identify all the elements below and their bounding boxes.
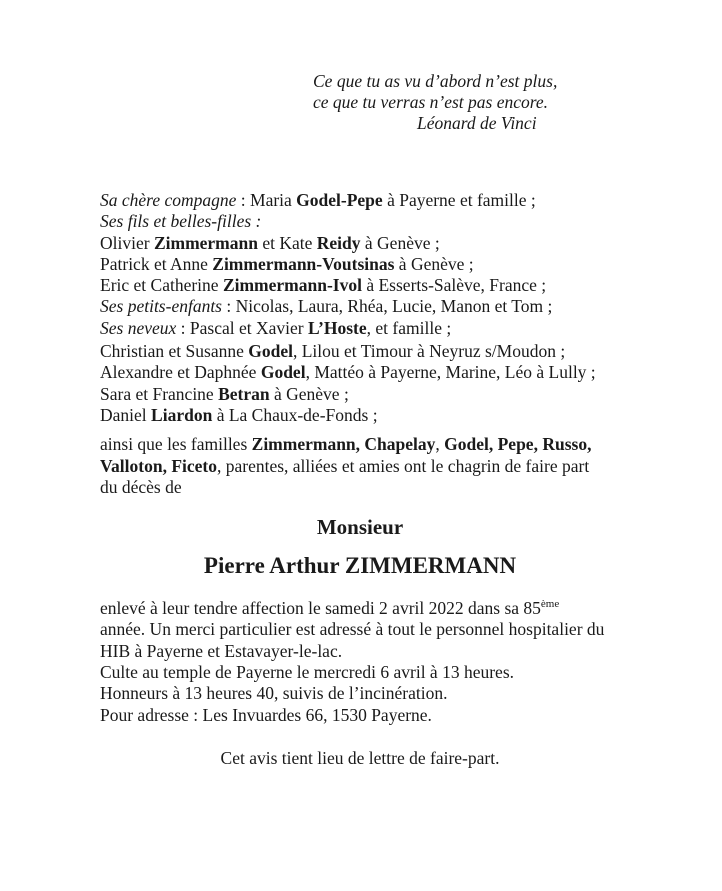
text-line xyxy=(100,254,620,275)
text-line xyxy=(100,341,620,362)
text-line xyxy=(100,619,620,640)
text-run: à Genève ; xyxy=(394,253,474,274)
text-run: année. Un merci particulier est adressé à tout le personnel hospitalier du xyxy=(100,619,605,640)
text-run: à Payerne et famille ; xyxy=(382,190,536,210)
text-line xyxy=(100,233,620,254)
text-run: , et famille ; xyxy=(366,317,452,338)
text-run: ainsi que les familles xyxy=(100,434,252,455)
text-run: Zimmermann, Chapelay xyxy=(251,434,436,455)
text-run: Zimmermann-Voutsinas xyxy=(212,253,395,274)
paragraph-extended-family xyxy=(100,341,620,426)
text-run: Olivier xyxy=(100,232,154,253)
text-run: Ses fils et belles-filles : xyxy=(100,211,262,232)
paragraph-families-announcement xyxy=(100,434,620,498)
text-run: Alexandre et Daphnée xyxy=(100,362,261,383)
text-run: , Mattéo à Payerne, Marine, Léo à Lully ; xyxy=(305,362,596,383)
epigraph-attribution: Léonard de Vinci xyxy=(417,112,537,133)
text-run: à Genève ; xyxy=(360,232,440,253)
epigraph-quote xyxy=(313,71,557,133)
text-line xyxy=(100,477,620,498)
text-line xyxy=(100,275,620,296)
closing-notice: Cet avis tient lieu de lettre de faire-part. xyxy=(220,747,500,768)
epigraph-line-1: Ce que tu as vu d’abord n’est plus, xyxy=(313,71,558,91)
text-run: Zimmermann-Ivol xyxy=(222,275,362,296)
text-run: Valloton, Ficeto xyxy=(100,455,217,476)
text-run: Sara et Francine xyxy=(100,383,219,404)
text-line xyxy=(100,705,620,726)
paragraph-close-relatives xyxy=(100,190,620,339)
text-line xyxy=(100,384,620,405)
text-run: et Kate xyxy=(257,232,317,253)
text-line xyxy=(100,405,620,426)
text-run: ème xyxy=(540,598,560,611)
text-run: Daniel xyxy=(100,404,152,425)
text-run: à Genève ; xyxy=(269,383,349,404)
text-run: Liardon xyxy=(151,404,213,425)
text-run: Sa chère compagne xyxy=(100,190,237,210)
text-run: : Pascal et Xavier xyxy=(176,317,308,338)
text-line xyxy=(100,362,620,383)
text-run: Godel, Pepe, Russo, xyxy=(444,434,592,455)
text-line xyxy=(100,662,620,683)
text-line xyxy=(100,318,620,339)
obituary-content xyxy=(100,190,620,769)
text-run: , Lilou et Timour à Neyruz s/Moudon ; xyxy=(292,341,566,362)
text-run: Pour adresse : Les Invuardes 66, 1530 Payerne. xyxy=(100,704,432,725)
text-run: Honneurs à 13 heures 40, suivis de l’incinération. xyxy=(100,683,448,704)
text-run: , xyxy=(435,434,445,455)
text-run: Ses neveux xyxy=(100,317,177,338)
text-run: HIB à Payerne et Estavayer-le-lac. xyxy=(100,640,343,661)
deceased-salutation: Monsieur xyxy=(316,515,404,540)
text-run: à La Chaux-de-Fonds ; xyxy=(212,404,378,425)
text-line xyxy=(100,190,620,211)
text-line xyxy=(100,683,620,704)
text-run: Godel-Pepe xyxy=(296,190,383,210)
text-line xyxy=(100,211,620,232)
text-run: Culte au temple de Payerne le mercredi 6 avril à 13 heures. xyxy=(100,662,515,683)
text-run: du décès de xyxy=(100,476,182,497)
text-run: Betran xyxy=(218,383,270,404)
epigraph-line-2: ce que tu verras n’est pas encore. xyxy=(313,91,549,112)
text-run: Godel xyxy=(248,341,293,362)
text-run: : Nicolas, Laura, Rhéa, Lucie, Manon et Tom ; xyxy=(222,296,553,317)
text-line xyxy=(100,456,620,477)
deceased-full-name: Pierre Arthur ZIMMERMANN xyxy=(203,553,517,579)
text-run: enlevé à leur tendre affection le samedi 2 avril 2022 dans sa 85 xyxy=(100,598,541,619)
text-run: Godel xyxy=(260,362,306,383)
text-run: Zimmermann xyxy=(153,232,258,253)
text-run: : Maria xyxy=(236,190,297,210)
text-line xyxy=(100,598,620,619)
text-line xyxy=(100,641,620,662)
paragraph-ceremony-details xyxy=(100,598,620,726)
text-run: Reidy xyxy=(316,232,361,253)
text-line xyxy=(100,296,620,317)
text-line xyxy=(100,434,620,455)
text-run: Eric et Catherine xyxy=(100,275,223,296)
text-run: Ses petits-enfants xyxy=(100,296,222,317)
text-run: à Esserts-Salève, France ; xyxy=(361,275,547,296)
text-run: , parentes, alliées et amies ont le chagrin de faire part xyxy=(216,455,590,476)
text-run: L’Hoste xyxy=(307,317,367,338)
text-run: Patrick et Anne xyxy=(100,253,213,274)
text-run: Christian et Susanne xyxy=(100,341,249,362)
